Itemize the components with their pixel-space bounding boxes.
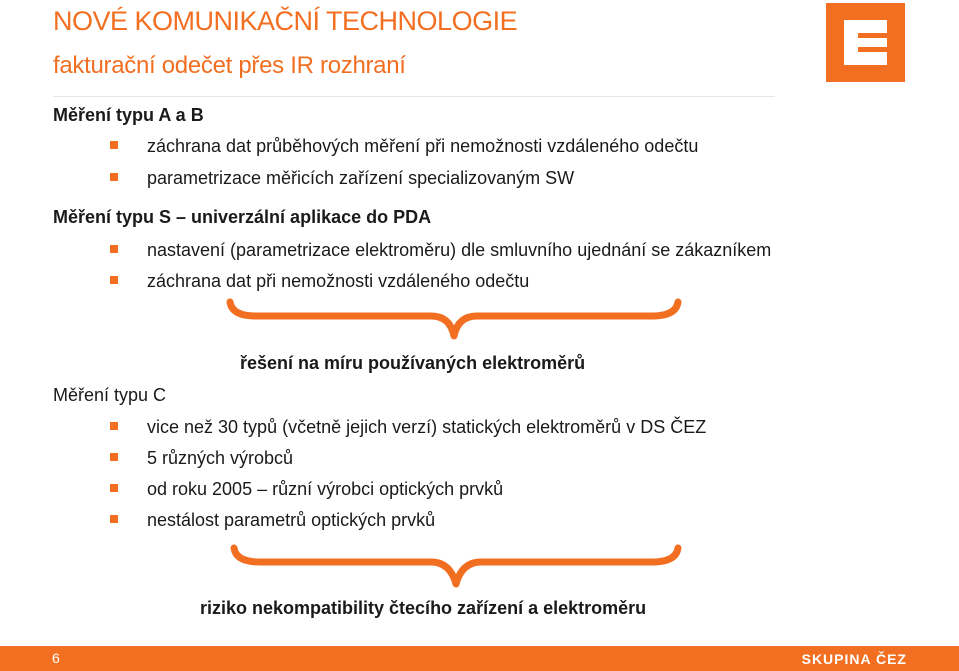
curly-brace-icon (230, 542, 682, 592)
section-ab-heading: Měření typu A a B (53, 105, 204, 125)
list-item: parametrizace měřicích zařízení specializovaným SW (147, 168, 575, 188)
list-item: vice než 30 typů (včetně jejich verzí) statických elektroměrů v DS ČEZ (147, 417, 707, 437)
page-number: 6 (52, 650, 60, 666)
title-divider (53, 96, 775, 97)
bullet-icon (110, 453, 118, 461)
bullet-icon (110, 245, 118, 253)
list-item: nestálost parametrů optických prvků (147, 510, 436, 530)
list-item: od roku 2005 – různí výrobci optických prvků (147, 479, 504, 499)
section-s-conclusion: řešení na míru používaných elektroměrů (240, 353, 586, 373)
list-item: záchrana dat při nemožnosti vzdáleného odečtu (147, 271, 530, 291)
curly-brace-icon (226, 296, 682, 344)
cez-logo (826, 3, 905, 82)
section-c-heading: Měření typu C (53, 385, 167, 405)
cez-logo-icon (826, 3, 905, 82)
footer-brand: SKUPINA ČEZ (801, 651, 907, 667)
bullet-icon (110, 276, 118, 284)
bullet-icon (110, 173, 118, 181)
section-c-conclusion: riziko nekompatibility čtecího zařízení a elektroměru (200, 598, 647, 618)
list-item: záchrana dat průběhových měření při nemožnosti vzdáleného odečtu (147, 136, 699, 156)
bullet-icon (110, 422, 118, 430)
section-s-heading: Měření typu S – univerzální aplikace do PDA (53, 207, 432, 227)
bullet-icon (110, 515, 118, 523)
bullet-icon (110, 484, 118, 492)
bullet-icon (110, 141, 118, 149)
list-item: nastavení (parametrizace elektroměru) dle smluvního ujednání se zákazníkem (147, 240, 772, 260)
page-title: NOVÉ KOMUNIKAČNÍ TECHNOLOGIE (53, 6, 518, 36)
list-item: 5 různých výrobců (147, 448, 294, 468)
page-subtitle: fakturační odečet přes IR rozhraní (53, 52, 406, 79)
